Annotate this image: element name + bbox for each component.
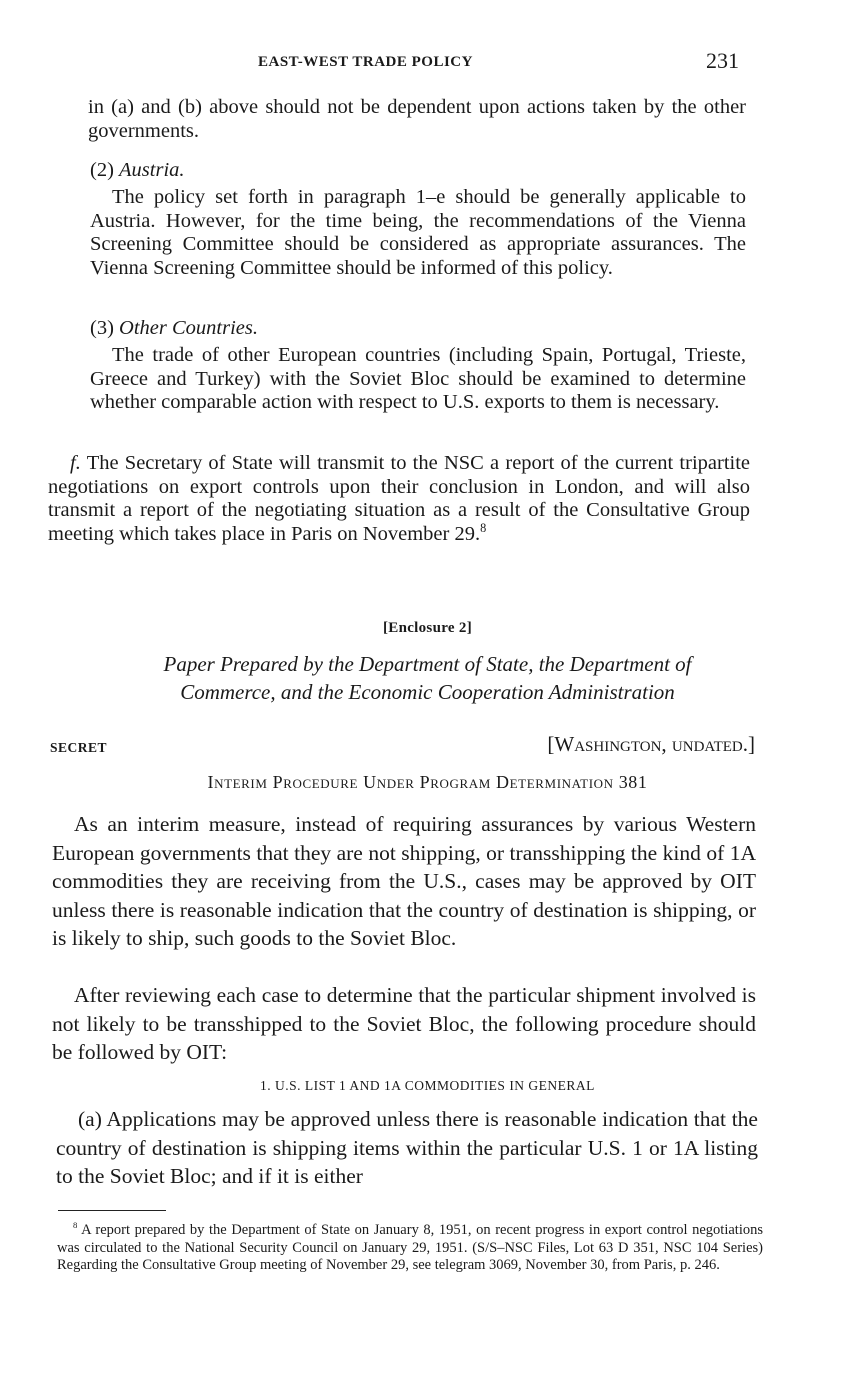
running-header — [0, 48, 855, 78]
page-number: 231 — [706, 48, 739, 73]
item-a-label: (a) — [78, 1107, 102, 1131]
subheading-label: Other Countries. — [119, 317, 258, 339]
subheading-number: (3) — [90, 317, 114, 339]
footnote-text: A report prepared by the Department of State on January 8, 1951, on recent progress in export control negotiations was circulated to the National Security Council on January 29, 1951. (S/S–NSC Files, Lot 63 D 351, NSC 104 Series) Regarding the Consultative Group meeting of November 29, see telegram 3069, November 30, from Paris, p. 246. — [57, 1222, 763, 1273]
document-title-line: Commerce, and the Economic Cooperation Administration — [180, 680, 675, 704]
item-f-text: The Secretary of State will transmit to the NSC a report of the current tripartite negotiations on export controls upon their conclusion in London, and will also transmit a report of the negotiating situation as a result of the Consultative Group meeting which takes place in Paris on November 29. — [48, 452, 750, 545]
item-a-text: Applications may be approved unless there is reasonable indication that the country of destination is shipping items within the particular U.S. 1 or 1A listing to the Soviet Bloc; and if it is either — [56, 1107, 758, 1188]
footnote-marker: 8 — [73, 1220, 78, 1231]
document-title — [0, 650, 855, 706]
other-countries-paragraph: The trade of other European countries (including Spain, Portugal, Trieste, Greece and Turkey) with the Soviet Bloc should be examined to determine whether comparable action with respect to U.S. exports to them is necessary. — [90, 344, 746, 413]
body-paragraph: After reviewing each case to determine that the particular shipment involved is not likely to be transshipped to the Soviet Bloc, the following procedure should be followed by OIT: — [52, 983, 756, 1064]
item-f-paragraph — [48, 452, 750, 546]
subheading-other-countries — [90, 316, 258, 340]
footnote-divider — [58, 1210, 166, 1211]
dateline — [547, 732, 755, 757]
footnote-reference: 8 — [480, 520, 487, 535]
dateline-text: [Washington, undated.] — [547, 732, 755, 756]
procedure-title: Interim Procedure Under Program Determination 381 — [207, 772, 648, 792]
section-heading: 1. U.S. LIST 1 AND 1A COMMODITIES IN GENERAL — [260, 1078, 595, 1093]
classification-marking: SECRET — [50, 740, 108, 755]
subheading-label: Austria. — [119, 159, 185, 181]
subheading-austria — [90, 158, 185, 182]
item-a-paragraph — [56, 1105, 758, 1191]
enclosure-label: [Enclosure 2] — [382, 620, 473, 636]
document-title-line: Paper Prepared by the Department of State, the Department of — [163, 652, 692, 676]
austria-paragraph: The policy set forth in paragraph 1–e should be generally applicable to Austria. However, for the time being, the recommendations of the Vienna Screening Committee should be considered as appropriate assurances. The Vienna Screening Committee should be informed of this policy. — [90, 186, 746, 279]
footnote — [57, 1222, 763, 1275]
body-paragraph: As an interim measure, instead of requiring assurances by various Western European governments that they are not shipping, or transshipping the kind of 1A commodities they are receiving from the U.S., cases may be approved by OIT unless there is reasonable indication that the country of destination is shipping, or is likely to ship, such goods to the Soviet Bloc. — [52, 812, 756, 950]
item-f-label: f. — [70, 452, 81, 474]
subheading-number: (2) — [90, 159, 114, 181]
continuation-paragraph: in (a) and (b) above should not be dependent upon actions taken by the other governments. — [88, 96, 746, 142]
running-title: EAST-WEST TRADE POLICY — [258, 54, 473, 70]
